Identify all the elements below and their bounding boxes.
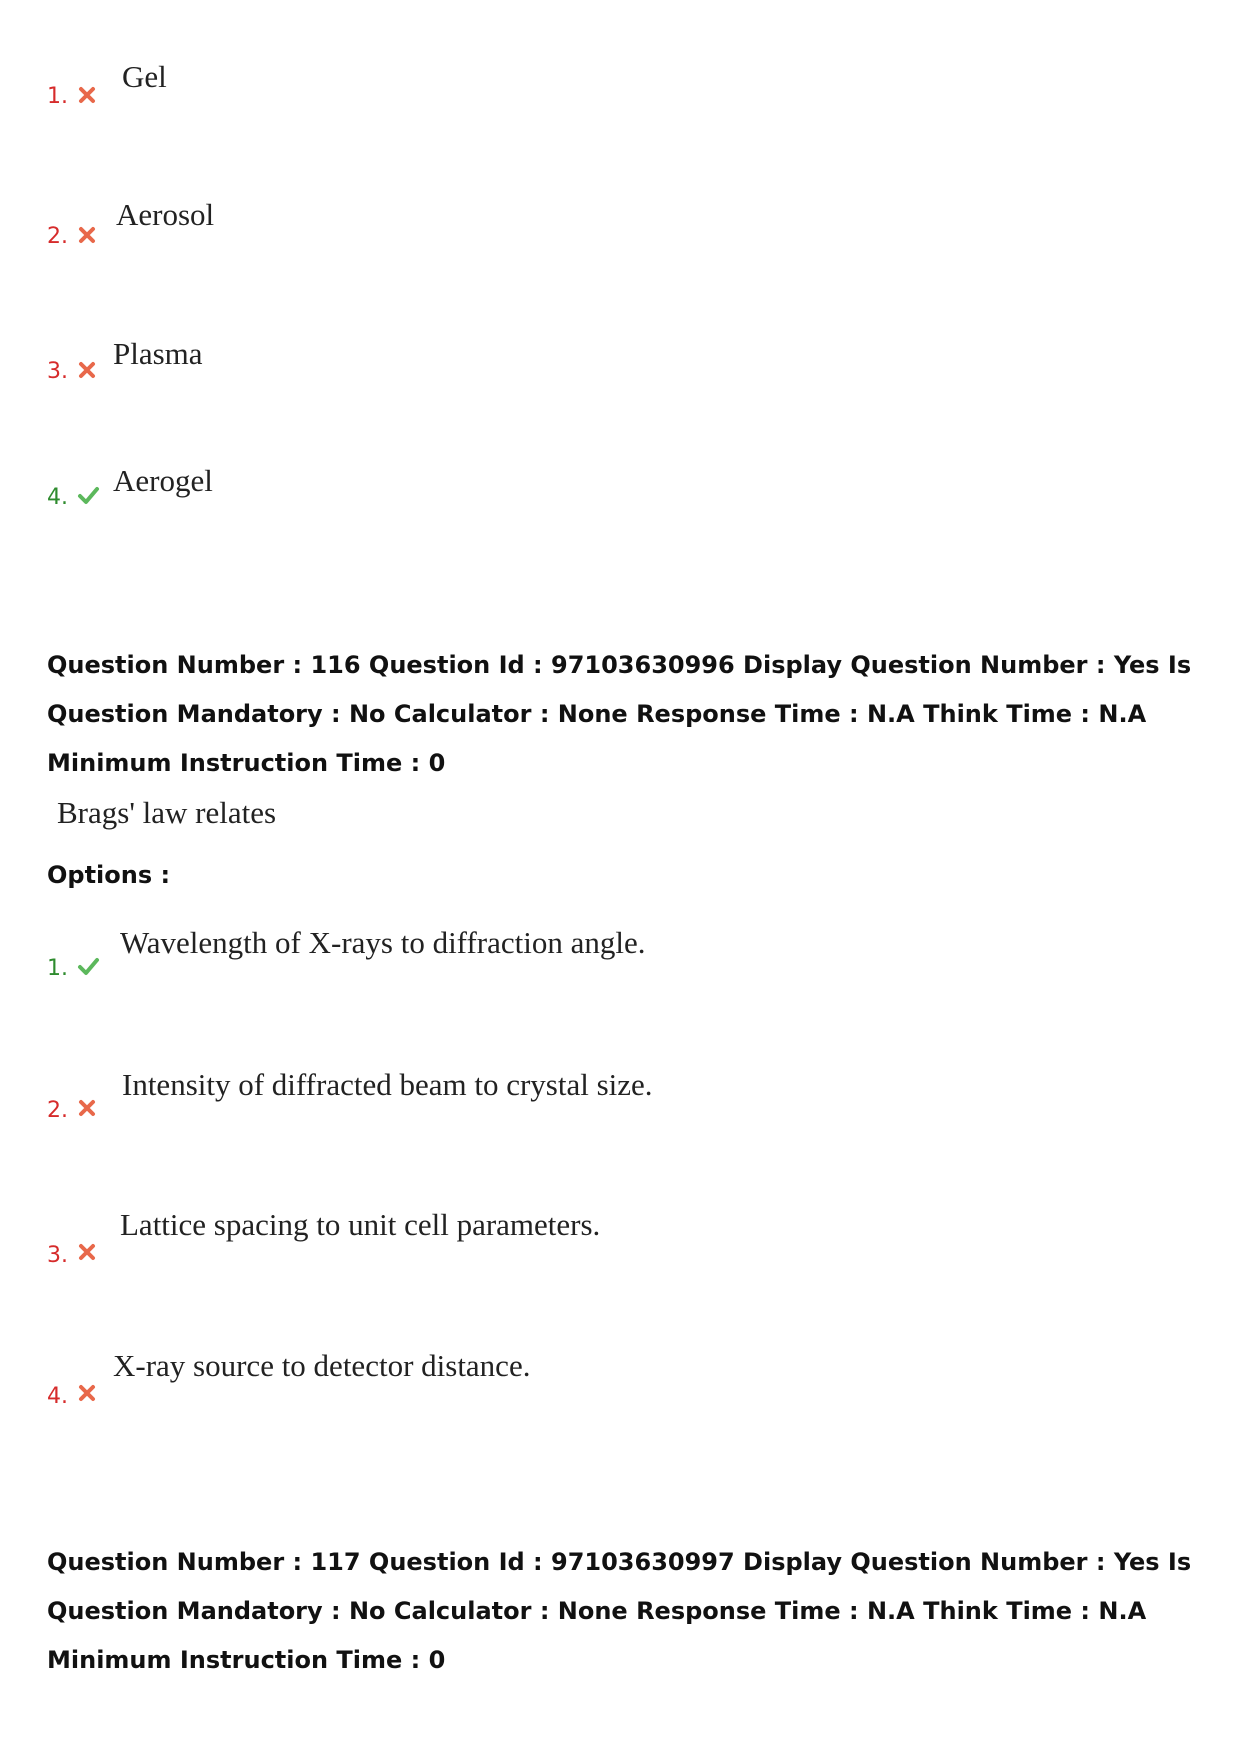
cross-icon [76,224,98,246]
cross-icon [76,359,98,381]
option-text: X-ray source to detector distance. [113,1348,531,1383]
option-number: 3. [47,1243,68,1268]
option-number: 4. [47,485,68,510]
option-text: Plasma [113,336,203,371]
option-text: Aerosol [116,197,215,232]
cross-icon [76,1097,98,1119]
option-text: Intensity of diffracted beam to crystal size. [122,1067,653,1102]
option-number: 2. [47,224,68,249]
cross-icon [76,1241,98,1263]
check-icon [75,955,101,977]
option-number: 1. [47,956,68,981]
check-icon [75,484,101,506]
option-number: 2. [47,1098,68,1123]
option-text: Wavelength of X-rays to diffraction angle. [120,925,646,960]
option-text: Aerogel [113,463,213,498]
question-meta: Question Number : 117 Question Id : 97103630997 Display Question Number : Yes Is Question Mandatory : No Calculator : None Response Time : N.A Think Time : N.A Minimum Instruction Time : 0 [47,1548,1192,1674]
option-number: 1. [47,84,68,109]
options-label: Options : [47,861,171,889]
option-number: 3. [47,359,68,384]
cross-icon [76,84,98,106]
option-text: Gel [122,59,167,94]
option-number: 4. [47,1384,68,1409]
cross-icon [76,1382,98,1404]
question-meta: Question Number : 116 Question Id : 97103630996 Display Question Number : Yes Is Question Mandatory : No Calculator : None Response Time : N.A Think Time : N.A Minimum Instruction Time : 0 [47,651,1192,777]
question-text: Brags' law relates [57,795,277,830]
option-text: Lattice spacing to unit cell parameters. [120,1207,601,1242]
